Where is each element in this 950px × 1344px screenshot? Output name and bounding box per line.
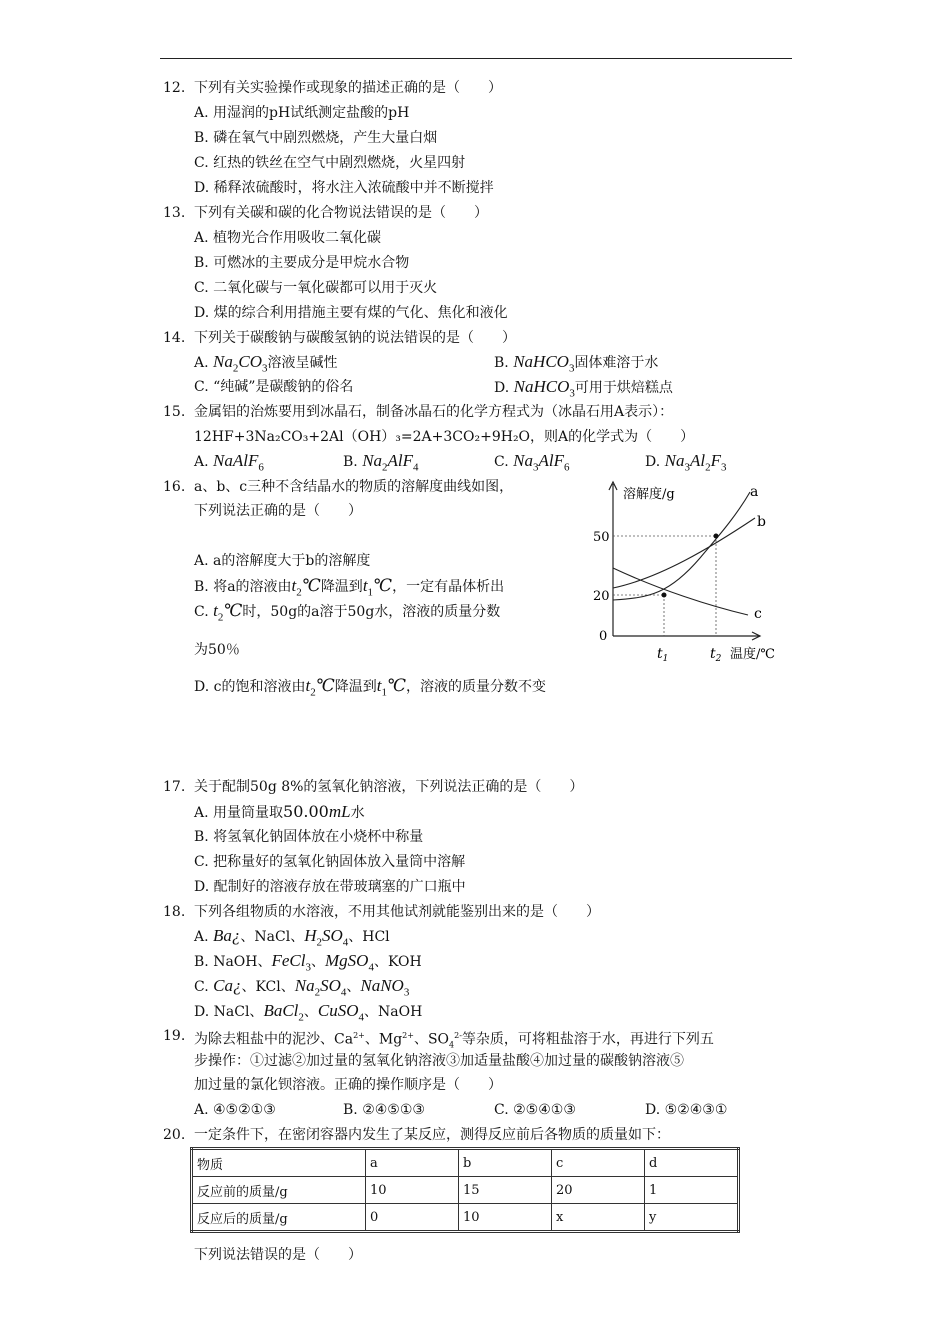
q12-number: 12.	[163, 80, 186, 96]
table-row	[192, 1204, 739, 1232]
q18-option-c: C. Ca¿、KCl、$Na_2SO_4$、NaNO$_3$	[194, 976, 410, 999]
q20-stem: 一定条件下，在密闭容器内发生了某反应，测得反应前后各物质的质量如下：	[194, 1127, 670, 1143]
q17-stem: 关于配制50g 8%的氢氧化钠溶液，下列说法正确的是（ ）	[194, 779, 584, 795]
q19-line2: 步操作：①过滤②加过量的氢氧化钠溶液③加适量盐酸④加过量的碳酸钠溶液⑤	[194, 1053, 684, 1069]
solubility-curve-figure	[590, 478, 800, 668]
q13-option-a: A. 植物光合作用吸收二氧化碳	[194, 230, 382, 246]
table-cell: 10	[459, 1204, 552, 1232]
q16-number: 16.	[163, 479, 186, 495]
q19-line3: 加过量的氯化钡溶液。正确的操作顺序是（ ）	[194, 1077, 502, 1093]
q16-option-c: C. $t_2℃$时，50g的a溶于50g水，溶液的质量分数	[194, 601, 501, 624]
q13-number: 13.	[163, 205, 186, 221]
q18-option-b: B. NaOH、FeCl$_3$、MgSO$_4$、KOH	[194, 951, 422, 974]
q20-number: 20.	[163, 1127, 186, 1143]
q14-stem: 下列关于碳酸钠与碳酸氢钠的说法错误的是（ ）	[194, 330, 516, 346]
q13-stem: 下列有关碳和碳的化合物说法错误的是（ ）	[194, 205, 488, 221]
table-cell: c	[552, 1149, 645, 1177]
q18-number: 18.	[163, 904, 186, 920]
q15-number: 15.	[163, 404, 186, 420]
q15-stem: 金属铝的治炼要用到冰晶石，制备冰晶石的化学方程式为（冰晶石用A表示）：	[194, 404, 674, 420]
header-rule	[160, 58, 792, 59]
q16-option-b: B. 将a的溶液由$t_2℃$降温到$t_1℃$，一定有晶体析出	[194, 576, 505, 599]
table-cell: d	[645, 1149, 739, 1177]
table-cell: 1	[645, 1177, 739, 1204]
intersection-t1	[662, 593, 667, 598]
q19-line1: 为除去粗盐中的泥沙、$Ca^{2+}$、$Mg^{2+}$、$SO_4^{2-}$等杂质，可将粗盐溶于水，再进行下列五	[194, 1031, 714, 1050]
curve-a	[613, 492, 750, 600]
q12-option-c: C. 红热的铁丝在空气中剧烈燃烧，火星四射	[194, 155, 466, 171]
q16-option-a: A. a的溶解度大于b的溶解度	[194, 553, 371, 569]
table-row	[192, 1177, 739, 1204]
q14-option-b: B. NaHCO$_3$固体难溶于水	[494, 352, 659, 375]
q15-option-d: D. $Na_3Al_2F_3$	[645, 451, 727, 474]
q14-number: 14.	[163, 330, 186, 346]
q14-option-c: C. “纯碱”是碳酸钠的俗名	[194, 379, 354, 395]
q12-option-a: A. 用湿润的pH试纸测定盐酸的pH	[194, 105, 410, 121]
mass-table	[190, 1147, 740, 1233]
tick-origin: 0	[599, 629, 608, 644]
y-axis-label: 溶解度/g	[623, 487, 675, 502]
q18-option-d: D. NaCl、BaCl$_2$、CuSO$_4$、NaOH	[194, 1001, 423, 1024]
q16-stem-line2: 下列说法正确的是（ ）	[194, 503, 362, 519]
q17-option-c: C. 把称量好的氢氧化钠固体放入量筒中溶解	[194, 854, 466, 870]
q19-option-c: C. ②⑤④①③	[494, 1102, 576, 1118]
curve-c	[613, 568, 748, 615]
q13-option-b: B. 可燃冰的主要成分是甲烷水合物	[194, 255, 410, 271]
table-cell: 20	[552, 1177, 645, 1204]
q13-option-d: D. 煤的综合利用措施主要有煤的气化、焦化和液化	[194, 305, 508, 321]
tick-20: 20	[593, 589, 610, 604]
q17-number: 17.	[163, 779, 186, 795]
q16-option-c-cont: 为50％	[194, 642, 240, 658]
intersection-t2	[714, 534, 719, 539]
curve-b-label: b	[757, 514, 766, 530]
q12-option-b: B. 磷在氧气中剧烈燃烧，产生大量白烟	[194, 130, 438, 146]
q15-equation: 12HF+3Na₂CO₃+2Al（OH）₃=2A+3CO₂+9H₂O，则A的化学式为（ ）	[194, 429, 695, 445]
q16-option-d: D. c的饱和溶液由$t_2℃$降温到$t_1℃$，溶液的质量分数不变	[194, 676, 546, 699]
table-cell: 10	[366, 1177, 459, 1204]
table-cell: 反应后的质量/g	[192, 1204, 366, 1232]
table-cell: x	[552, 1204, 645, 1232]
q13-option-c: C. 二氧化碳与一氧化碳都可以用于灭火	[194, 280, 438, 296]
q17-option-b: B. 将氢氧化钠固体放在小烧杯中称量	[194, 829, 424, 845]
curve-a-label: a	[750, 484, 759, 500]
q12-stem: 下列有关实验操作或现象的描述正确的是（ ）	[194, 80, 502, 96]
q17-option-a: A. 用量筒量取50.00mL水	[194, 802, 365, 821]
tick-50: 50	[593, 530, 610, 545]
x-axis-label: 温度/℃	[730, 647, 775, 662]
table-cell: 反应前的质量/g	[192, 1177, 366, 1204]
q14-option-d: D. NaHCO$_3$可用于烘焙糕点	[494, 377, 673, 400]
curve-c-label: c	[754, 606, 762, 622]
q19-option-a: A. ④⑤②①③	[194, 1102, 276, 1118]
q19-option-d: D. ⑤②④③①	[645, 1102, 728, 1118]
table-cell: y	[645, 1204, 739, 1232]
table-cell: 15	[459, 1177, 552, 1204]
q15-option-a: A. NaAlF$_6$	[194, 451, 264, 474]
q18-stem: 下列各组物质的水溶液，不用其他试剂就能鉴别出来的是（ ）	[194, 904, 600, 920]
q15-option-b: B. $Na_2AlF_4$	[343, 451, 419, 474]
q15-option-c: C. $Na_3AlF_6$	[494, 451, 570, 474]
table-row	[192, 1149, 739, 1177]
q17-option-d: D. 配制好的溶液存放在带玻璃塞的广口瓶中	[194, 879, 466, 895]
tick-t2: $t_2$	[710, 646, 722, 664]
q18-option-a: A. Ba¿、NaCl、$H_2SO_4$、HCl	[194, 926, 390, 949]
q12-option-d: D. 稀释浓硫酸时，将水注入浓硫酸中并不断搅拌	[194, 180, 494, 196]
tick-t1: $t_1$	[657, 646, 669, 664]
q19-number: 19.	[163, 1028, 186, 1044]
table-cell: a	[366, 1149, 459, 1177]
q16-stem-line1: a、b、c三种不含结晶水的物质的溶解度曲线如图，	[194, 479, 514, 495]
table-cell: 0	[366, 1204, 459, 1232]
q20-question: 下列说法错误的是（ ）	[194, 1247, 362, 1263]
q14-option-a: A. $Na_2CO_3$溶液呈碱性	[194, 352, 338, 375]
q19-option-b: B. ②④⑤①③	[343, 1102, 425, 1118]
table-cell: 物质	[192, 1149, 366, 1177]
table-cell: b	[459, 1149, 552, 1177]
